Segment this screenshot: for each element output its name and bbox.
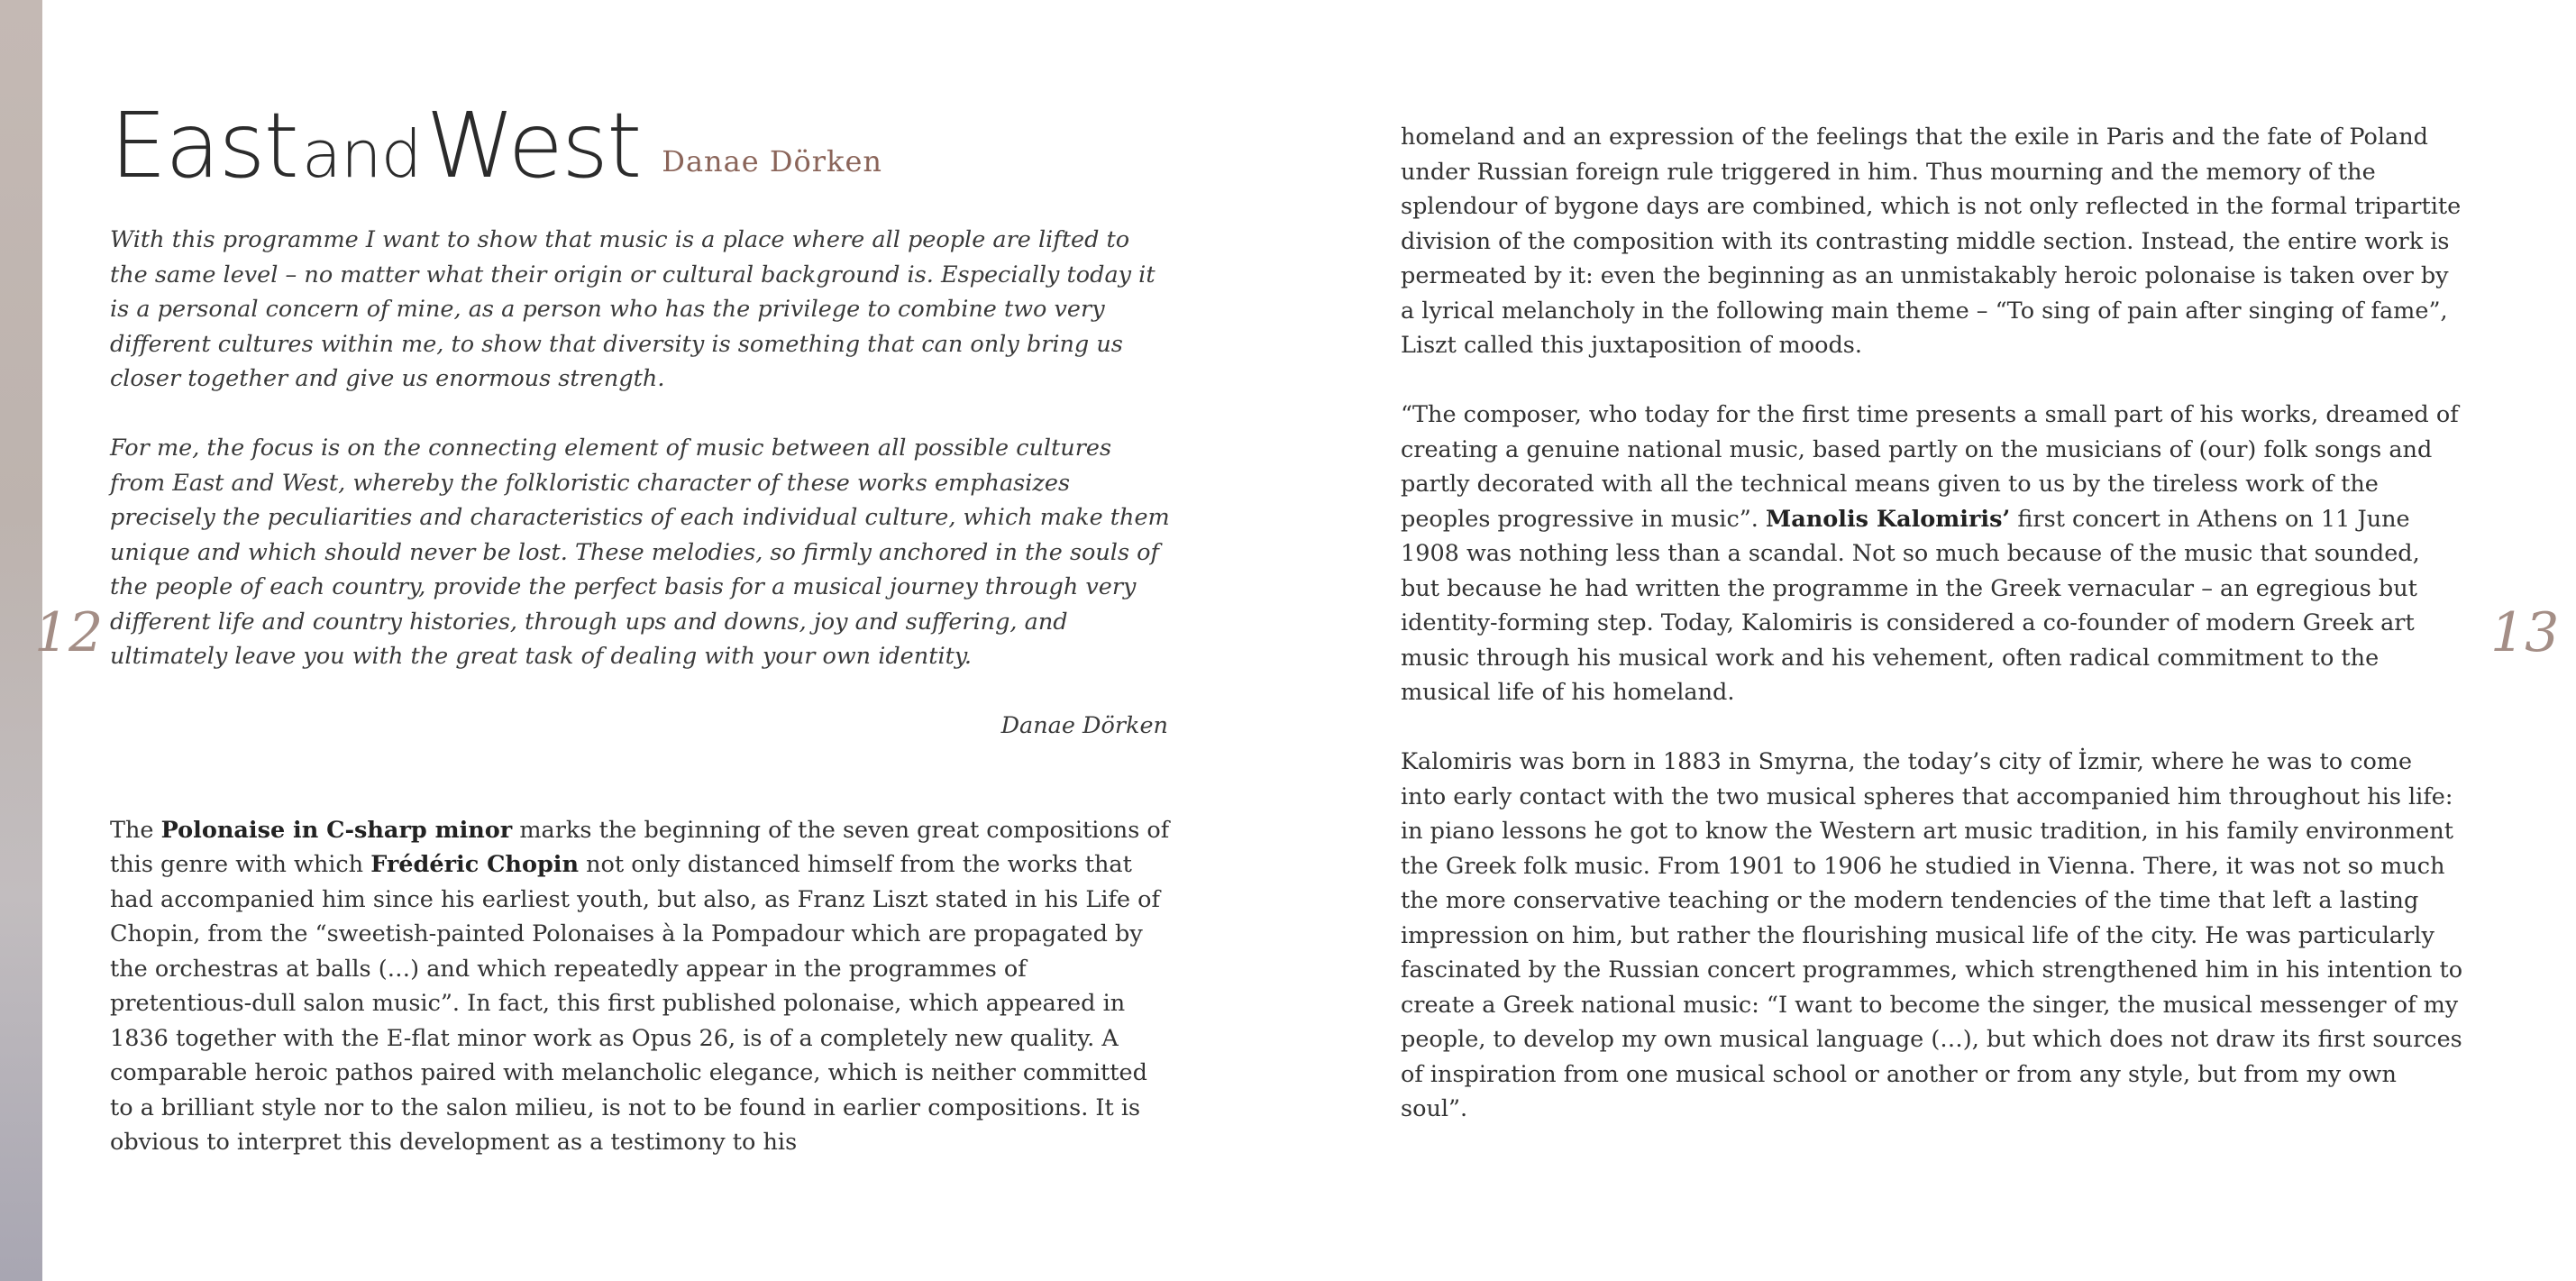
page-number-right: 13 bbox=[2490, 601, 2560, 664]
right-paragraph-2 bbox=[1401, 398, 2464, 710]
title-word-west: West bbox=[425, 93, 641, 198]
text-segment: marks the beginning of the seven great compositions of this genre with which bbox=[110, 816, 1170, 878]
signature: Danae Dörken bbox=[1000, 712, 1168, 739]
left-column bbox=[110, 223, 1172, 1160]
title-word-east: East bbox=[110, 93, 297, 198]
text-segment: “The composer, who today for the first time presents a small part of his works, dreamed of creating a genuine national music, based partly on the musicians of (our) folk songs and partly decorated with all the technical means given to us by the tireless work of the peoples progressive in music”. bbox=[1401, 401, 2459, 533]
right-column bbox=[1401, 120, 2464, 1127]
polonaise-paragraph bbox=[110, 813, 1172, 1160]
title-author: Danae Dörken bbox=[662, 144, 882, 178]
intro-paragraph-2: For me, the focus is on the connecting element of music between all possible cultures from East and West, whereby the folkloristic character of these works emphasizes precisely the peculiarities and characteristics of each individual culture, which make them unique and which should never be lost. These melodies, so firmly anchored in the souls of the people of each country, provide the perfect basis for a musical journey through very different life and country histories, through ups and downs, joy and suffering, and ultimately leave you with the great task of dealing with your own identity. bbox=[110, 435, 1170, 670]
right-paragraph-1: homeland and an expression of the feelings that the exile in Paris and the fate of Poland under Russian foreign rule triggered in him. Thus mourning and the memory of the splendour of bygone days are combined, which is not only reflected in the formal tripartite division of the composition with its contrasting middle section. Instead, the entire work is permeated by it: even the beginning as an unmistakably heroic polonaise is taken over by a lyrical melancholy in the following main theme – “To sing of pain after singing of fame”, Liszt called this juxtaposition of moods. bbox=[1401, 124, 2462, 359]
page-number-left: 12 bbox=[34, 601, 104, 664]
intro-paragraph-1: With this programme I want to show that music is a place where all people are lifted to the same level – no matter what their origin or cultural background is. Especially today it is a personal concern of mine, as a person who has the privilege to combine two very different cultures within me, to show that diversity is something that can only bring us closer together and give us enormous strength. bbox=[110, 226, 1156, 392]
work-title-polonaise: Polonaise in C-sharp minor bbox=[160, 816, 513, 844]
right-paragraph-3: Kalomiris was born in 1883 in Smyrna, the today’s city of İzmir, where he was to come into early contact with the two musical spheres that accompanied him throughout his life: in piano lessons he got to know the Western art music tradition, in his family environment the Greek folk music. From 1901 to 1906 he studied in Vienna. There, it was not so much the more conservative teaching or the modern tendencies of the time that left a lasting impression on him, but rather the flourishing musical life of the city. He was particularly fascinated by the Russian concert programmes, which strengthened him in his intention to create a Greek national music: “I want to become the singer, the musical messenger of my people, to develop my own musical language (…), but which does not draw its first sources of inspiration from one musical school or another or from any style, but from my own soul”. bbox=[1401, 748, 2463, 1122]
intro-section bbox=[110, 223, 1172, 744]
text-segment: not only distanced himself from the works that had accompanied him since his earliest youth, but also, as Franz Liszt stated in his Life of Chopin, from the “sweetish-painted Polonaises à la Pompadour which are propagated by the orchestras at balls (…) and which repeatedly appear in the programmes of pretentious-dull salon music”. In fact, this first published polonaise, which appeared in 1836 together with the E-flat minor work as Opus 26, is of a completely new quality. A comparable heroic pathos paired with melancholic elegance, which is neither committed to a brilliant style nor to the salon milieu, is not to be found in earlier compositions. It is obvious to interpret this development as a testimony to his bbox=[110, 851, 1160, 1156]
title-word-and: and bbox=[301, 116, 422, 192]
composer-name-chopin: Frédéric Chopin bbox=[370, 851, 580, 878]
text-segment: first concert in Athens on 11 June 1908 was nothing less than a scandal. Not so much because of the music that sounded, but because he had written the programme in the Greek vernacular – an egregious but identity-forming step. Today, Kalomiris is considered a co-founder of modern Greek art music through his musical work and his vehement, often radical commitment to the musical life of his homeland. bbox=[1401, 505, 2420, 706]
text-segment: The bbox=[110, 816, 161, 844]
page-title bbox=[110, 93, 882, 198]
composer-name-kalomiris: Manolis Kalomiris’ bbox=[1766, 505, 2011, 533]
